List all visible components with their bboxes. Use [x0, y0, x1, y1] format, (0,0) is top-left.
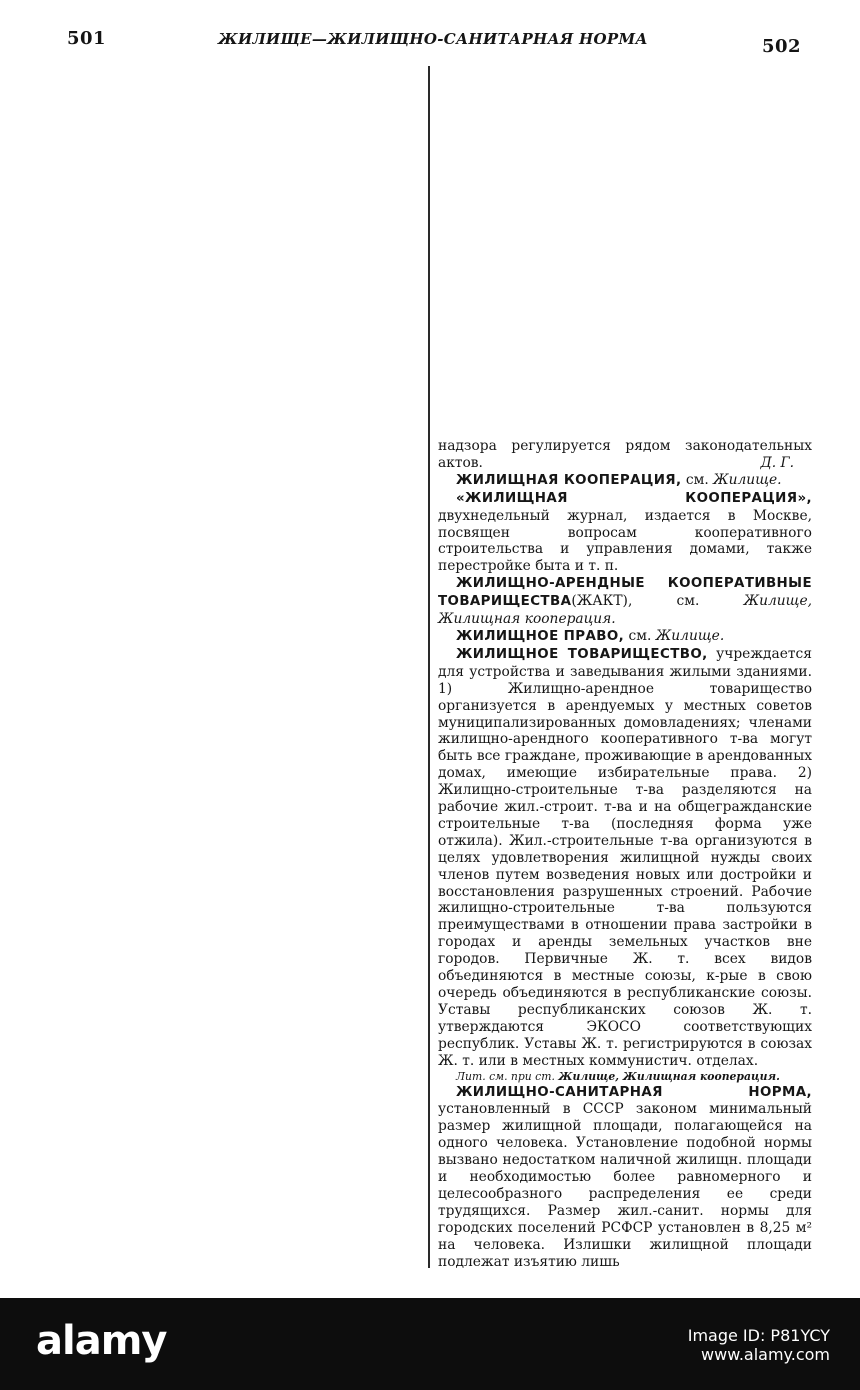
- entry-zhakt: [438, 575, 812, 628]
- page-number-right: 502: [762, 36, 802, 57]
- entry-headword: ЖИЛИЩНОЕ ПРАВО,: [456, 628, 625, 644]
- literature-refs: Жилище, Жилищная кооперация.: [558, 1069, 780, 1083]
- author-initials: Д. Г.: [760, 454, 794, 471]
- entry-text: установленный в СССР законом минимальный размер жилищной площади, полагающейся на одного человека. Установление подобной нормы вызвано недостатком наличной жилищн. площади и необходимостью более равномерного и целесообразного распределения ее среди трудящихся. Размер жил.-санит. нормы для городских поселений РСФСР установлен в 8,25 м² на человека. Излишки жилищной площади подлежат изъятию лишь: [438, 1101, 812, 1270]
- watermark-banner: [0, 1298, 860, 1390]
- cross-reference: Жилище.: [713, 471, 782, 488]
- entry-abbreviation: (ЖАКТ),: [571, 593, 633, 610]
- entry-text: учреждается для устройства и заведывания жилыми зданиями. 1) Жилищно-арендное товарищество организуется в арендуемых у местных советов муниципализированных домовладениях; членами жилищно-арендного кооперативного т-ва могут быть все граждане, проживающие в арендованных домах, имеющие избирательные права. 2) Жилищно-строительные т-ва разделяются на рабочие жил.-строит. т-ва и на общегражданские строительные т-ва (последняя форма уже отжила). Жил.-строительные т-ва организуются в целях удовлетворения жилищной нужды своих членов путем возведения новых или достройки и восстановления разрушенных строений. Рабочие жилищно-строительные т-ва пользуются преимуществами в отношении права застройки в городах и аренды земельных участков вне городов. Первичные Ж. т. всех видов объединяются в местные союзы, к-рые в свою очередь объединяются в республиканские союзы. Уставы республиканских союзов Ж. т. утверждаются ЭКОСО соответствующих республик. Уставы Ж. т. регистрируются в союзах Ж. т. или в местных коммунистич. отделах.: [438, 645, 813, 1069]
- watermark-logo: alamy: [36, 1318, 167, 1364]
- right-column-text: [438, 438, 812, 1271]
- entry-zhilishchnoe-pravo: [438, 628, 812, 646]
- see-word: см.: [685, 471, 709, 488]
- cross-reference: Жилище.: [655, 627, 725, 644]
- image-id: Image ID: P81YCY: [687, 1326, 830, 1345]
- entry-headword: «ЖИЛИЩНАЯ КООПЕРАЦИЯ»,: [456, 490, 812, 506]
- column-rule: [428, 66, 430, 1268]
- see-word: см.: [628, 627, 652, 644]
- literature-note: [438, 1070, 812, 1084]
- entry-text: двухнедельный журнал, издается в Москве, посвящен вопросам кооперативного строительства и управления домами, также перестройке быта и т. п.: [438, 507, 812, 575]
- intro-paragraph: [438, 438, 812, 472]
- intro-text: надзора регулируется рядом законодательных актов.: [438, 438, 812, 471]
- entry-headword: ЖИЛИЩНАЯ КООПЕРАЦИЯ,: [456, 472, 682, 488]
- entry-journal: [438, 490, 812, 576]
- running-head: ЖИЛИЩЕ—ЖИЛИЩНО-САНИТАРНАЯ НОРМА: [218, 30, 648, 48]
- literature-label: Лит. см. при ст.: [456, 1069, 555, 1083]
- see-word: см.: [676, 593, 700, 610]
- page-number-left: 501: [67, 28, 107, 49]
- entry-sanitary-norm: [438, 1084, 812, 1271]
- entry-zhilishchnoe-tovarishchestvo: [438, 646, 812, 1070]
- entry-headword: ЖИЛИЩНО-САНИТАРНАЯ НОРМА,: [456, 1084, 812, 1100]
- site-url: www.alamy.com: [701, 1345, 830, 1364]
- watermark-text: [688, 1326, 830, 1364]
- cross-reference: Жилище, Жилищная кооперация.: [438, 593, 813, 628]
- entry-zhilishchnaya-kooperatsiya: [438, 472, 812, 490]
- entry-headword: ЖИЛИЩНОЕ ТОВАРИЩЕСТВО,: [456, 646, 708, 662]
- entry-headword: ЖИЛИЩНО-АРЕНДНЫЕ КООПЕРАТИВНЫЕ ТОВАРИЩЕСТВА: [438, 576, 812, 610]
